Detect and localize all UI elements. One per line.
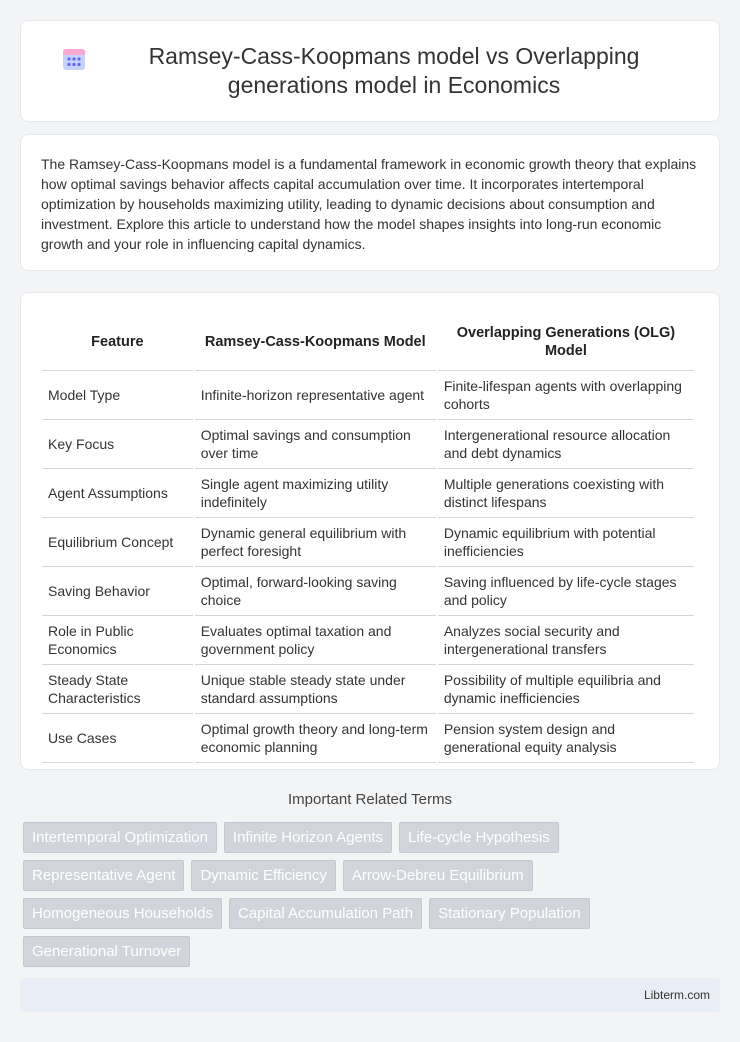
related-term-tag[interactable]: Dynamic Efficiency — [191, 860, 335, 891]
rck-cell: Evaluates optimal taxation and government policy — [195, 616, 436, 665]
header-olg-model: Overlapping Generations (OLG) Model — [438, 309, 694, 371]
table-row — [42, 518, 694, 567]
table-row — [42, 420, 694, 469]
related-term-tag[interactable]: Generational Turnover — [23, 936, 190, 967]
header-card — [20, 20, 720, 122]
related-term-tag[interactable]: Representative Agent — [23, 860, 184, 891]
calendar-grid-icon — [61, 46, 87, 72]
rck-cell: Infinite-horizon representative agent — [195, 371, 436, 420]
feature-cell: Saving Behavior — [42, 567, 193, 616]
olg-cell: Pension system design and generational equity analysis — [438, 714, 694, 763]
feature-cell: Use Cases — [42, 714, 193, 763]
intro-paragraph: The Ramsey-Cass-Koopmans model is a fundamental framework in economic growth theory that explains how optimal savings behavior affects capital accumulation over time. It incorporates intertemporal optimization by households maximizing utility, leading to dynamic decisions about consumption and investment. Explore this article to understand how the model shapes insights into long-run economic growth and your role in influencing capital dynamics. — [41, 156, 697, 252]
rck-cell: Dynamic general equilibrium with perfect foresight — [195, 518, 436, 567]
related-term-tag[interactable]: Stationary Population — [429, 898, 590, 929]
rck-cell: Single agent maximizing utility indefinitely — [195, 469, 436, 518]
related-term-tag[interactable]: Arrow-Debreu Equilibrium — [343, 860, 533, 891]
table-row — [42, 714, 694, 763]
footer-site-link[interactable]: Libterm.com — [643, 988, 710, 1002]
table-row — [42, 665, 694, 714]
table-row — [42, 469, 694, 518]
table-row — [42, 616, 694, 665]
table-row — [42, 371, 694, 420]
rck-cell: Unique stable steady state under standard assumptions — [195, 665, 436, 714]
comparison-card — [20, 292, 720, 770]
olg-cell: Saving influenced by life-cycle stages and policy — [438, 567, 694, 616]
feature-cell: Agent Assumptions — [42, 469, 193, 518]
olg-cell: Analyzes social security and intergenerational transfers — [438, 616, 694, 665]
related-term-tag[interactable]: Infinite Horizon Agents — [224, 822, 392, 853]
page-title: Ramsey-Cass-Koopmans model vs Overlapping generations model in Economics — [148, 43, 640, 98]
olg-cell: Multiple generations coexisting with distinct lifespans — [438, 469, 694, 518]
rck-cell: Optimal growth theory and long-term economic planning — [195, 714, 436, 763]
related-terms-heading: Important Related Terms — [288, 791, 452, 808]
intro-card — [20, 134, 720, 271]
olg-cell: Possibility of multiple equilibria and dynamic inefficiencies — [438, 665, 694, 714]
feature-cell: Steady State Characteristics — [42, 665, 193, 714]
olg-cell: Dynamic equilibrium with potential inefficiencies — [438, 518, 694, 567]
header-rck-model: Ramsey-Cass-Koopmans Model — [195, 309, 436, 371]
related-term-tag[interactable]: Homogeneous Households — [23, 898, 222, 929]
comparison-table — [40, 309, 696, 763]
related-term-tag[interactable]: Life-cycle Hypothesis — [399, 822, 559, 853]
table-header-row — [42, 309, 694, 371]
rck-cell: Optimal savings and consumption over time — [195, 420, 436, 469]
rck-cell: Optimal, forward-looking saving choice — [195, 567, 436, 616]
footer — [20, 978, 720, 1012]
feature-cell: Model Type — [42, 371, 193, 420]
header-feature: Feature — [42, 309, 193, 371]
feature-cell: Key Focus — [42, 420, 193, 469]
feature-cell: Role in Public Economics — [42, 616, 193, 665]
related-term-tag[interactable]: Intertemporal Optimization — [23, 822, 217, 853]
table-row — [42, 567, 694, 616]
related-term-tag[interactable]: Capital Accumulation Path — [229, 898, 422, 929]
olg-cell: Intergenerational resource allocation and debt dynamics — [438, 420, 694, 469]
feature-cell: Equilibrium Concept — [42, 518, 193, 567]
related-terms-list — [23, 822, 723, 974]
olg-cell: Finite-lifespan agents with overlapping cohorts — [438, 371, 694, 420]
